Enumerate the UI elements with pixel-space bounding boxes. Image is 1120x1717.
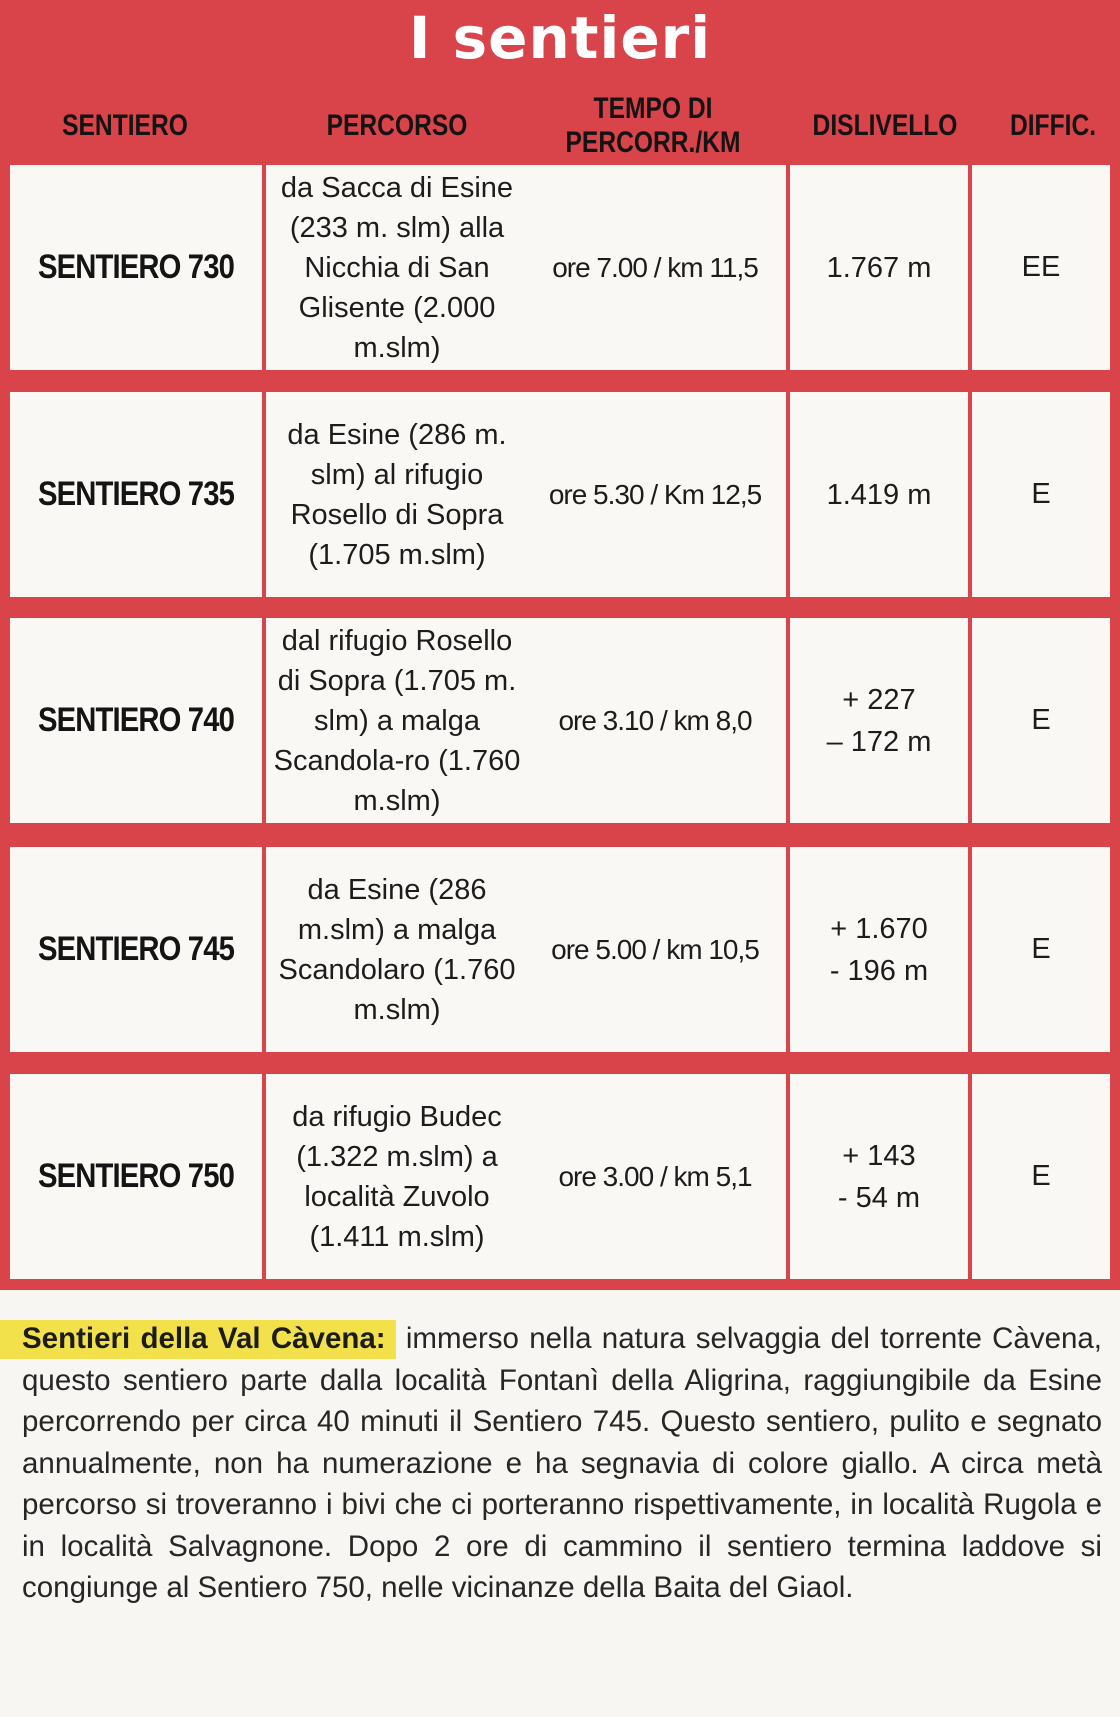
trail-name: SENTIERO 735 [10, 392, 262, 597]
table-row [0, 847, 1120, 1052]
trail-difficulty: E [972, 618, 1110, 823]
trail-elevation: 1.419 m [790, 392, 968, 597]
table-row [0, 1074, 1120, 1279]
trail-name: SENTIERO 745 [10, 847, 262, 1052]
trail-time: ore 7.00 / km 11,5 [524, 165, 786, 370]
val-cavena-note [22, 1318, 1102, 1609]
note-body: immerso nella natura selvaggia del torrente Càvena, questo sentiero parte dalla località Fontanì della Aligrina, raggiungibile da Esine percorrendo per circa 40 minuti il Sentiero 745. Questo sentiero, pulito e segnato annualmente, non ha numerazione e ha segnavia di colore giallo. A circa metà percorso si troveranno i bivi che ci porteranno rispettivamente, in località Rugola e in località Salvagnone. Dopo 2 ore di cammino il sentiero termina laddove si congiunge al Sentiero 750, nelle vicinanze della Baita del Giaol. [22, 1322, 1102, 1604]
note-lead-highlight: Sentieri della Val Càvena: [0, 1320, 396, 1359]
trail-elevation: + 143 - 54 m [790, 1074, 968, 1279]
trail-time: ore 5.00 / km 10,5 [524, 847, 786, 1052]
header-percorso: PERCORSO [326, 109, 468, 142]
trail-elevation: 1.767 m [790, 165, 968, 370]
header-dislivello: DISLIVELLO [812, 109, 958, 142]
table-row [0, 392, 1120, 597]
trail-name: SENTIERO 750 [10, 1074, 262, 1279]
trail-difficulty: E [972, 1074, 1110, 1279]
trail-route: da Sacca di Esine (233 m. slm) alla Nicchia di San Glisente (2.000 m.slm) [266, 165, 528, 370]
header-diffic: DIFFIC. [1009, 109, 1097, 142]
trail-elevation: + 1.670 - 196 m [790, 847, 968, 1052]
trail-time: ore 3.10 / km 8,0 [524, 618, 786, 823]
trail-time: ore 3.00 / km 5,1 [524, 1074, 786, 1279]
header-tempo-line1: TEMPO DI [593, 92, 713, 125]
trail-difficulty: E [972, 392, 1110, 597]
trail-difficulty: E [972, 847, 1110, 1052]
trail-route: da Esine (286 m.slm) a malga Scandolaro (1.760 m.slm) [266, 847, 528, 1052]
trail-name: SENTIERO 740 [10, 618, 262, 823]
table-row [0, 165, 1120, 370]
table-row [0, 618, 1120, 823]
trail-difficulty: EE [972, 165, 1110, 370]
trail-time: ore 5.30 / Km 12,5 [524, 392, 786, 597]
trail-route: da Esine (286 m. slm) al rifugio Rosello di Sopra (1.705 m.slm) [266, 392, 528, 597]
trail-route: dal rifugio Rosello di Sopra (1.705 m. slm) a malga Scandola-ro (1.760 m.slm) [266, 618, 528, 823]
trail-elevation: + 227 – 172 m [790, 618, 968, 823]
trail-name: SENTIERO 730 [10, 165, 262, 370]
header-sentiero: SENTIERO [62, 109, 188, 142]
page-title: I sentieri [408, 4, 712, 72]
header-tempo [546, 92, 761, 160]
header-tempo-line2: PERCORR./KM [565, 126, 741, 159]
trail-route: da rifugio Budec (1.322 m.slm) a località Zuvolo (1.411 m.slm) [266, 1074, 528, 1279]
